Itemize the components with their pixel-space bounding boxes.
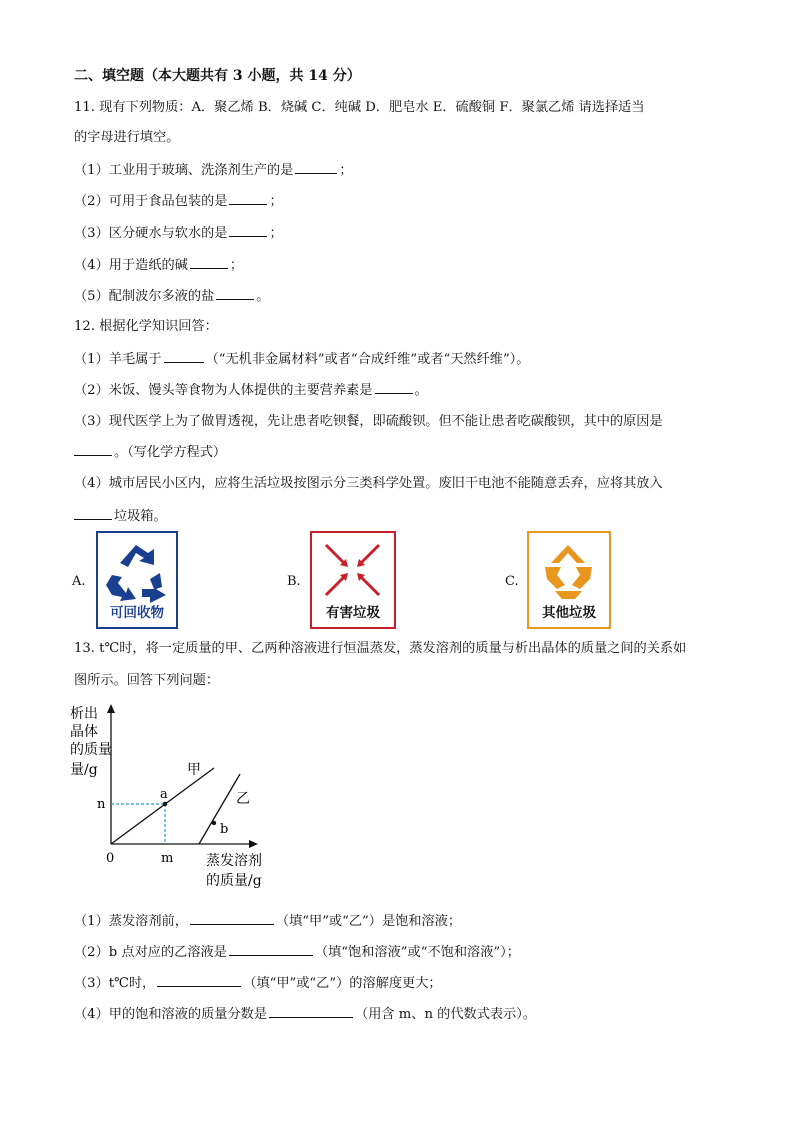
q11-item-5 xyxy=(74,287,269,306)
q11-item-3-text: （3）区分硬水与软水的是 xyxy=(74,226,228,241)
q11-item-5-end: 。 xyxy=(256,289,270,304)
answer-blank[interactable] xyxy=(74,443,112,456)
answer-blank[interactable] xyxy=(229,192,267,205)
recycle-icon xyxy=(98,539,175,605)
q11-item-1 xyxy=(74,161,353,180)
answer-blank[interactable] xyxy=(74,507,112,520)
q13-stem-line2: 图所示。回答下列问题： xyxy=(74,673,220,688)
q12-item-4-end: 垃圾箱。 xyxy=(114,509,167,524)
q11-stem-line1: 11. 现有下列物质：A．聚乙烯 B．烧碱 C．纯碱 D．肥皂水 E．硫酸铜 F．聚氯乙烯 请选择适当 xyxy=(74,100,645,115)
option-c-other-bin[interactable] xyxy=(527,531,611,629)
label-m: m xyxy=(161,851,174,866)
q13-item-2-end: （填“饱和溶液”或“不饱和溶液”）； xyxy=(314,945,520,960)
other-waste-icon xyxy=(529,539,608,605)
q12-item-3-line1: （3）现代医学上为了做胃透视，先让患者吃钡餐，即硫酸钡。但不能让患者吃碳酸钡，其中的原因是 xyxy=(74,414,663,429)
q13-item-2-text: （2）b 点对应的乙溶液是 xyxy=(74,945,227,960)
option-a-label: 可回收物 xyxy=(110,605,164,621)
q11-item-4-end: ； xyxy=(229,258,244,273)
point-a xyxy=(163,802,167,806)
graph-xlabel-line2: 的质量/g xyxy=(206,873,262,889)
answer-blank[interactable] xyxy=(295,161,337,174)
label-n: n xyxy=(97,797,106,812)
q12-item-4-line1: （4）城市居民小区内，应将生活垃圾按图示分三类科学处置。废旧干电池不能随意丢弃，应将其放入 xyxy=(74,476,663,491)
q12-stem: 12. 根据化学知识回答： xyxy=(74,319,218,334)
graph-ylabel-line1: 析出 xyxy=(70,706,98,722)
q12-item-2-end: 。 xyxy=(414,383,428,398)
q13-item-4 xyxy=(74,1005,536,1024)
answer-blank[interactable] xyxy=(190,256,228,269)
label-a: a xyxy=(160,787,168,802)
y-axis-arrow xyxy=(107,704,115,713)
graph-ylabel-line4: 量/g xyxy=(70,762,98,778)
option-b-hazardous-bin[interactable] xyxy=(310,531,396,629)
solubility-graph xyxy=(68,702,298,892)
q11-item-3-end: ； xyxy=(269,226,283,241)
point-b xyxy=(212,821,216,825)
q11-item-2-end: ； xyxy=(269,194,283,209)
q11-item-4 xyxy=(74,256,243,275)
option-b-letter[interactable]: B. xyxy=(287,574,301,589)
q11-item-2 xyxy=(74,192,283,211)
answer-blank[interactable] xyxy=(216,287,254,300)
answer-blank[interactable] xyxy=(229,943,313,956)
option-a-recyclable-bin[interactable] xyxy=(96,531,178,629)
answer-blank[interactable] xyxy=(164,350,204,363)
q11-item-1-end: ； xyxy=(339,163,353,178)
q12-item-3-end: 。（写化学方程式） xyxy=(114,445,227,460)
q11-item-4-text: （4）用于造纸的碱 xyxy=(74,258,188,273)
x-axis-arrow xyxy=(249,840,258,848)
answer-blank[interactable] xyxy=(157,974,241,987)
q11-item-3 xyxy=(74,224,283,243)
answer-blank[interactable] xyxy=(269,1005,353,1018)
q13-item-3 xyxy=(74,974,442,993)
graph-ylabel-line3: 的质量 xyxy=(70,742,112,758)
q13-item-4-end: （用含 m、n 的代数式表示）。 xyxy=(355,1007,537,1022)
label-jia: 甲 xyxy=(187,762,201,778)
q13-item-3-end: （填“甲”或“乙”）的溶解度更大； xyxy=(243,976,442,991)
q13-item-4-text: （4）甲的饱和溶液的质量分数是 xyxy=(74,1007,268,1022)
q13-item-2 xyxy=(74,943,520,962)
q12-item-1-text: （1）羊毛属于 xyxy=(74,352,162,367)
curve-jia xyxy=(111,768,214,844)
q13-item-3-text: （3）t℃时， xyxy=(74,976,156,991)
section-title: 二、填空题（本大题共有 3 小题，共 14 分） xyxy=(74,68,361,84)
q11-item-2-text: （2）可用于食品包装的是 xyxy=(74,194,228,209)
label-origin: 0 xyxy=(106,851,115,866)
option-c-label: 其他垃圾 xyxy=(542,605,596,621)
option-c-letter[interactable]: C. xyxy=(505,574,519,589)
q11-stem-line2: 的字母进行填空。 xyxy=(74,130,180,145)
graph-xlabel-line1: 蒸发溶剂 xyxy=(206,853,262,869)
option-b-label: 有害垃圾 xyxy=(326,605,380,621)
q11-item-5-text: （5）配制波尔多液的盐 xyxy=(74,289,215,304)
hazard-arrows-icon xyxy=(312,537,393,603)
q11-item-1-text: （1）工业用于玻璃、洗涤剂生产的是 xyxy=(74,163,294,178)
q12-item-1-end: （“无机非金属材料”或者“合成纤维”或者“天然纤维”）。 xyxy=(205,352,530,367)
graph-ylabel-line2: 晶体 xyxy=(70,724,98,740)
answer-blank[interactable] xyxy=(229,224,267,237)
label-yi: 乙 xyxy=(236,791,250,807)
q13-stem-line1: 13. t℃时，将一定质量的甲、乙两种溶液进行恒温蒸发，蒸发溶剂的质量与析出晶体的质量之间的关系如 xyxy=(74,641,687,656)
q12-item-2 xyxy=(74,381,428,400)
q12-item-2-text: （2）米饭、馒头等食物为人体提供的主要营养素是 xyxy=(74,383,373,398)
q12-item-4-line2 xyxy=(74,507,167,526)
q12-item-1 xyxy=(74,350,530,369)
q12-item-3-line2 xyxy=(74,443,226,462)
q13-item-1-end: （填“甲”或“乙”）是饱和溶液； xyxy=(275,914,462,929)
answer-blank[interactable] xyxy=(375,381,413,394)
label-b: b xyxy=(220,822,229,837)
answer-blank[interactable] xyxy=(190,912,274,925)
option-a-letter[interactable]: A. xyxy=(72,574,86,589)
q13-item-1-text: （1）蒸发溶剂前， xyxy=(74,914,188,929)
q13-item-1 xyxy=(74,912,461,931)
